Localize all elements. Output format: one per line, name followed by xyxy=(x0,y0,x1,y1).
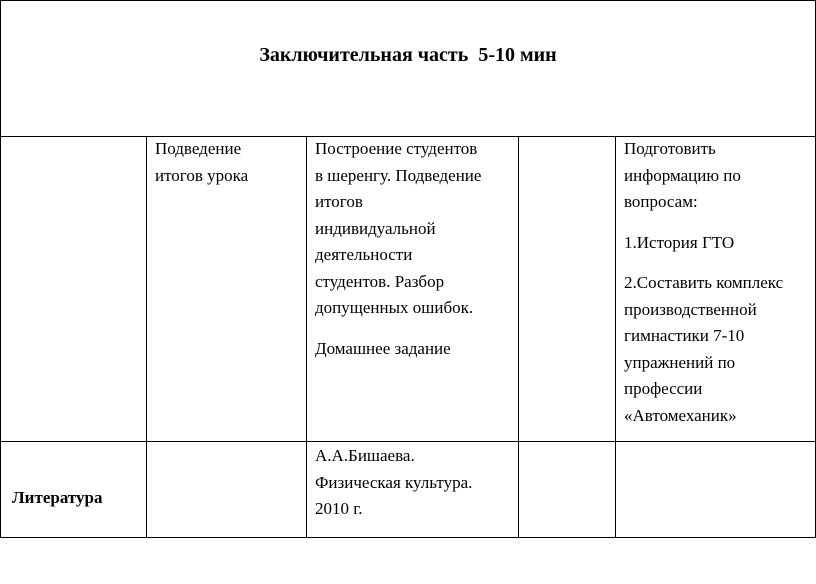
homework-intro-line: вопросам: xyxy=(624,192,698,211)
activity-line: в шеренгу. Подведение xyxy=(315,165,482,185)
homework-intro-line: информацию по xyxy=(624,165,741,185)
column-divider-1 xyxy=(146,136,147,538)
activity-line: Построение студентов xyxy=(315,139,478,158)
homework-item-2-line: 2.Составить комплекс xyxy=(624,273,784,292)
stage-line: Подведение xyxy=(155,139,242,158)
teacher-activity-cell xyxy=(315,136,515,362)
stage-cell xyxy=(155,136,300,189)
homework-cell xyxy=(624,136,812,429)
homework-intro-line: Подготовить xyxy=(624,139,716,158)
section-title: Заключительная часть 5-10 мин xyxy=(259,44,557,66)
activity-line: допущенных ошибок. xyxy=(315,298,474,317)
table-border-top xyxy=(0,0,816,1)
table-border-left xyxy=(0,0,1,538)
table-border-bottom xyxy=(0,537,816,538)
homework-item-2-line: гимнастики 7-10 xyxy=(624,326,745,345)
literature-source-line: А.А.Бишаева. xyxy=(315,446,415,465)
literature-source-cell xyxy=(315,443,515,523)
activity-line: студентов. Разбор xyxy=(315,271,445,291)
homework-item-2-line: упражнений по xyxy=(624,352,736,372)
stage-line: итогов урока xyxy=(155,165,249,185)
activity-line: итогов xyxy=(315,192,363,211)
homework-label: Домашнее задание xyxy=(315,338,451,358)
column-divider-4 xyxy=(615,136,616,538)
literature-source-line: 2010 г. xyxy=(315,499,363,518)
column-divider-3 xyxy=(518,136,519,538)
homework-item-2-line: «Автомеханик» xyxy=(624,405,737,425)
homework-item-2-line: производственной xyxy=(624,299,757,319)
homework-item-2-line: профессии xyxy=(624,379,703,398)
literature-label: Литература xyxy=(12,488,103,507)
literature-source-line: Физическая культура. xyxy=(315,472,473,492)
column-divider-2 xyxy=(306,136,307,538)
table-divider-literature xyxy=(0,441,816,442)
activity-line: деятельности xyxy=(315,245,413,264)
activity-line: индивидуальной xyxy=(315,218,436,238)
homework-item-1: 1.История ГТО xyxy=(624,232,735,252)
